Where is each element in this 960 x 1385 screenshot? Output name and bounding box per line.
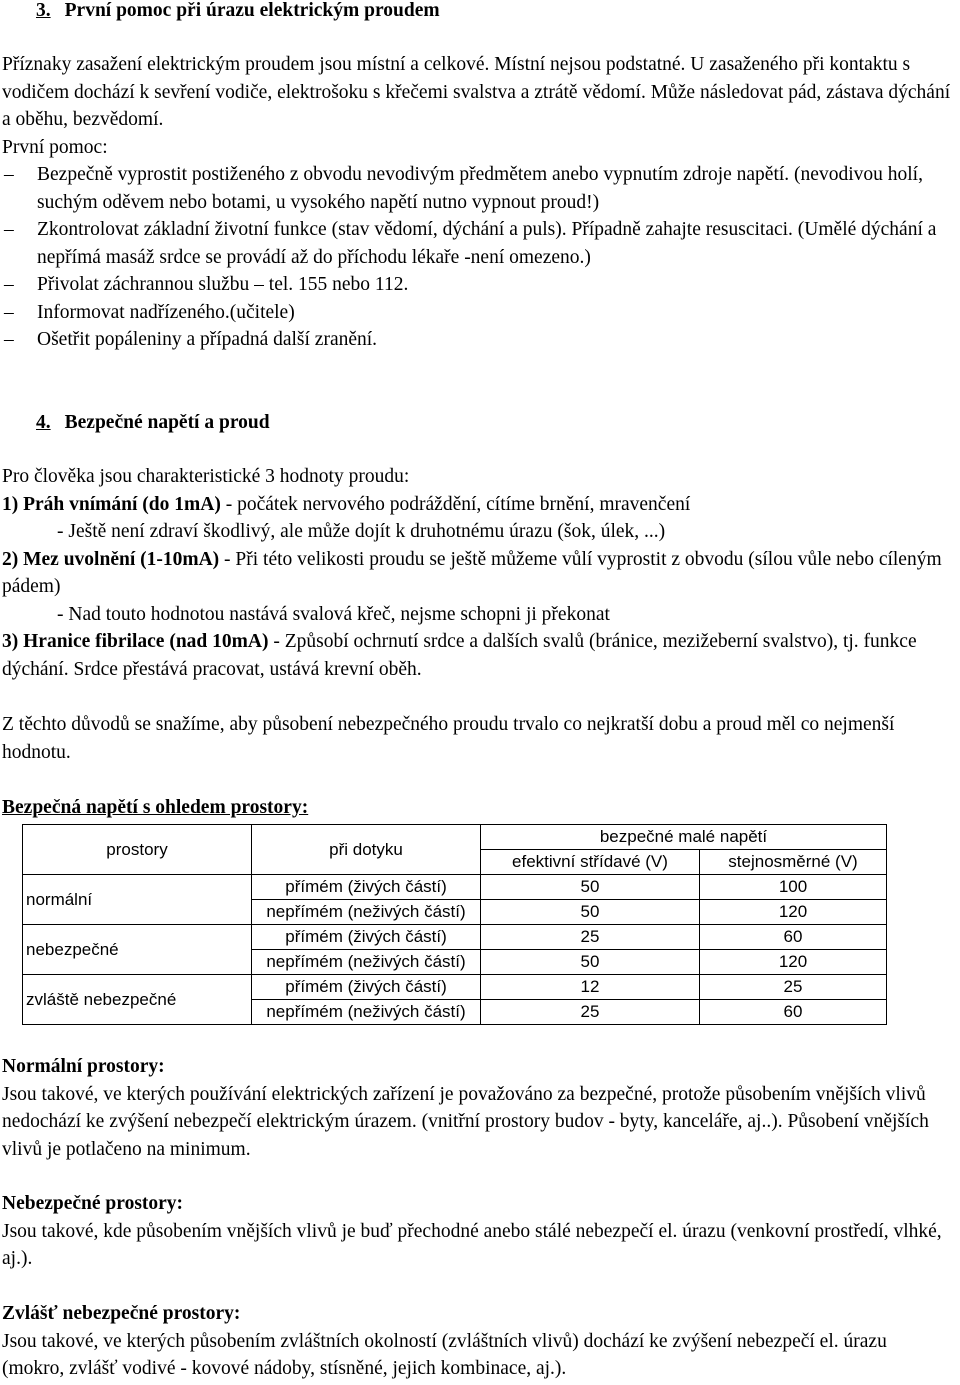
dangerous-spaces-text: Jsou takové, kde působením vnějších vlivů je buď přechodné anebo stálé nebezpečí el. úrazu (venkovní prostředí, vlhké, aj.). <box>2 1220 942 1269</box>
first-aid-label: První pomoc: <box>2 136 108 158</box>
value-1: 1) Práh vnímání (do 1mA) - počátek nervového podráždění, cítíme brnění, mravenčení <box>2 493 691 515</box>
first-aid-list <box>2 161 952 354</box>
symptoms-paragraph: Příznaky zasažení elektrickým proudem jsou místní a celkové. Místní nejsou podstatné. U zasaženého při kontaktu s vodičem dochází k sevření vodiče, elektrošoku s křečemi svalstva a ztrátě vědomí. Může následovat pád, zástava dýchání a oběhu, bezvědomí. První pomoc: – Bezpečně vyprostit postiženého z obvodu nevodivým předmětem anebo vypnutím zdroje napětí. (nevodivou holí, suchým oděvem nebo botami, u vysokého napětí nutno vypnout proud!) – Zkontrolovat základní životní funkce (stav vědomí, dýchání a puls). Případně zahajte resuscitaci. (Umělé dýchání a nepřímá masáž srdce se provádí až do příchodu lékaře -není omezeno.) – Přivolat záchrannou službu – tel. 155 nebo 112. – Informovat nadřízeného.(učitele) – Ošetřit popáleniny a případná další zranění. <box>2 51 952 354</box>
header-cell: efektivní střídavé (V) <box>481 850 700 875</box>
very-dangerous-spaces-text: Jsou takové, ve kterých působením zvláštních okolností (zvláštních vlivů) dochází ke zvýšení nebezpečí el. úrazu (mokro, zvlášť vodivé - kovové nádoby, stísněné, jejich kombinace, aj.). <box>2 1330 887 1379</box>
normal-spaces-title: Normální prostory: <box>2 1056 165 1077</box>
header-cell: prostory <box>23 825 252 875</box>
value-2-note: - Nad touto hodnotou nastává svalová křeč, nejsme schopni ji překonat <box>57 603 610 625</box>
table-row: nepřímém (neživých částí) 50 120 <box>23 900 887 925</box>
list-item: – Ošetřit popáleniny a případná další zranění. <box>2 326 952 354</box>
normal-spaces <box>2 1053 952 1163</box>
header-cell: bezpečné malé napětí <box>481 825 887 850</box>
list-item: – Přivolat záchrannou službu – tel. 155 nebo 112. <box>2 271 952 299</box>
reason-paragraph: Z těchto důvodů se snažíme, aby působení nebezpečného proudu trvalo co nejkratší dobu a proud měl co nejmenší hodnotu. <box>2 714 895 763</box>
table-row: normální přímém (živých částí) 50 100 <box>23 875 887 900</box>
table-row: nepřímém (neživých částí) 25 60 <box>23 1000 887 1025</box>
current-values-section <box>2 463 952 683</box>
value-1-note: - Ještě není zdraví škodlivý, ale může dojít k druhotnému úrazu (šok, úlek, ...) <box>57 521 666 542</box>
section-3-heading <box>36 0 440 25</box>
very-dangerous-spaces <box>2 1300 952 1383</box>
table-row: nebezpečné přímém (živých částí) 25 60 <box>23 925 887 950</box>
section-4-heading <box>36 409 270 437</box>
normal-spaces-text: Jsou takové, ve kterých používání elektrických zařízení je považováno za bezpečné, protože působením vnějších vlivů nedochází ke zvýšení nebezpečí elektrickým úrazem. (vnitřní prostory budov - byty, kanceláře, aj..). Působení vnějších vlivů je potlačeno na minimum. <box>2 1083 929 1160</box>
section-title: První pomoc při úrazu elektrickým proudem <box>64 0 440 21</box>
dangerous-spaces-title: Nebezpečné prostory: <box>2 1193 184 1214</box>
list-item: – Informovat nadřízeného.(učitele) <box>2 299 952 327</box>
dangerous-spaces <box>2 1190 952 1273</box>
list-item: – Zkontrolovat základní životní funkce (stav vědomí, dýchání a puls). Případně zahajte resuscitaci. (Umělé dýchání a nepřímá masáž srdce se provádí až do příchodu lékaře -není omezeno.) <box>2 216 952 271</box>
section-number: 3. <box>36 0 51 21</box>
table-row: nepřímém (neživých částí) 50 120 <box>23 950 887 975</box>
table-row: zvláště nebezpečné přímém (živých částí) 12 25 <box>23 975 887 1000</box>
value-2: 2) Mez uvolnění (1-10mA) - Při této velikosti proudu se ještě můžeme vůlí vyprostit z obvodu (sílou vůle nebo cíleným pádem) <box>2 548 942 597</box>
safe-voltage-table <box>22 824 887 1025</box>
header-cell: stejnosměrné (V) <box>700 850 887 875</box>
table-heading: Bezpečná napětí s ohledem prostory: <box>2 797 309 818</box>
section-title: Bezpečné napětí a proud <box>64 412 270 433</box>
intro: Pro člověka jsou charakteristické 3 hodnoty proudu: <box>2 466 410 487</box>
header-cell: při dotyku <box>252 825 481 875</box>
value-3: 3) Hranice fibrilace (nad 10mA) - Způsobí ochrnutí srdce a dalších svalů (bránice, mezižeberní svalstvo), tj. funkce dýchání. Srdce přestává pracovat, ustává krevní oběh. <box>2 631 917 680</box>
section-number: 4. <box>36 412 51 433</box>
list-item: – Bezpečně vyprostit postiženého z obvodu nevodivým předmětem anebo vypnutím zdroje napětí. (nevodivou holí, suchým oděvem nebo botami, u vysokého napětí nutno vypnout proud!) <box>2 161 952 216</box>
very-dangerous-spaces-title: Zvlášť nebezpečné prostory: <box>2 1303 241 1324</box>
